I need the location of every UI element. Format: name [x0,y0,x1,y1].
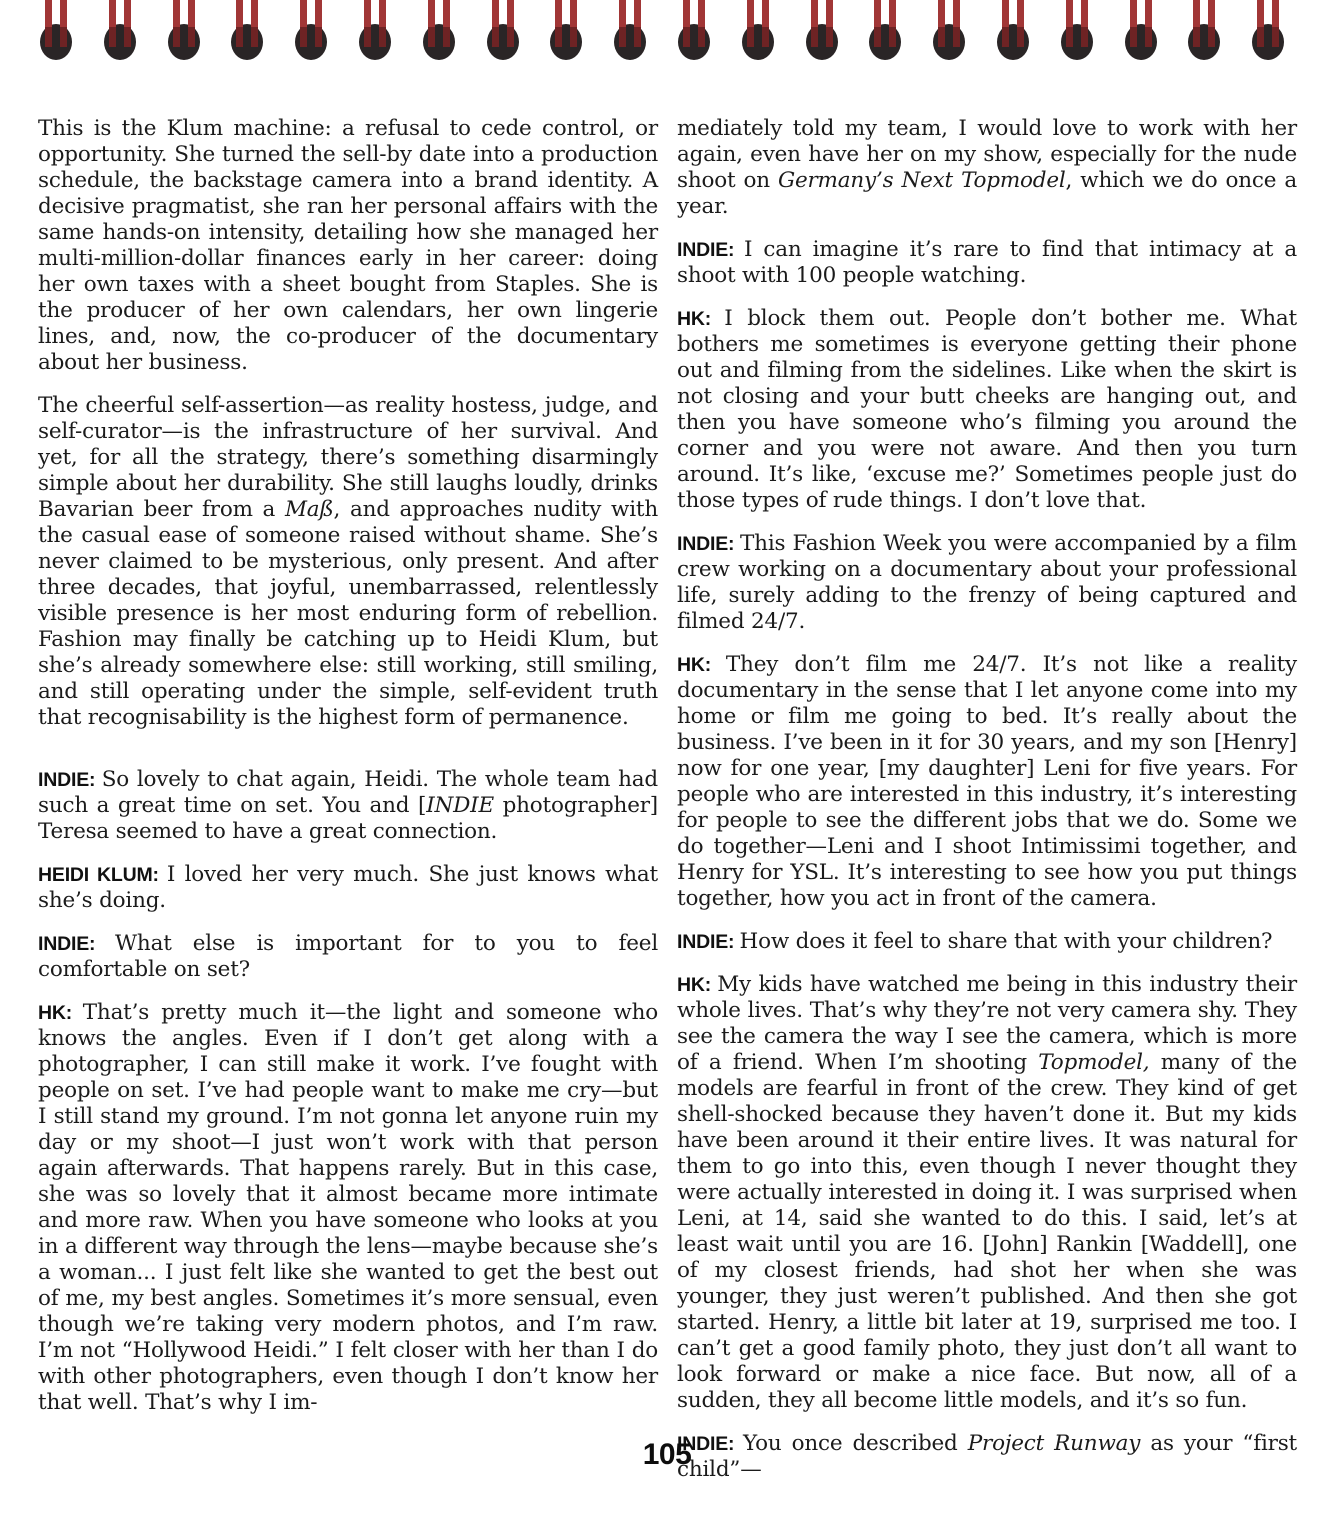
spiral-coil-icon [549,0,583,64]
body-text: How does it feel to share that with your children? [739,929,1273,954]
coil-wire-icon [811,0,818,47]
coil-wire-icon [953,0,960,47]
coil-wire-icon [1017,0,1024,47]
coil-wire-icon [173,0,180,47]
body-text: mediately told my team, I would love to work with her again, even have her on my show, especially for the nude shoot on [677,116,1297,193]
intro-paragraph [38,116,658,376]
spiral-coil-icon [805,0,839,64]
coil-wire-icon [60,0,67,47]
coil-wire-icon [428,0,435,47]
spiral-coil-icon [1124,0,1158,64]
spiral-coil-icon [103,0,137,64]
speaker-label: INDIE: [677,931,740,953]
spiral-coil-icon [1187,0,1221,64]
intro-paragraph [38,393,658,731]
italic-text: Topmodel, [1038,1050,1150,1075]
coil-wire-icon [619,0,626,47]
italic-text: Germany’s Next Topmodel [777,168,1066,193]
coil-wire-icon [1272,0,1279,47]
body-text: as your “first child”— [677,1431,1297,1482]
spiral-coil-icon [294,0,328,64]
body-text: This Fashion Week you were accompanied by a film crew working on a documentary about your professional life, surely adding to the frenzy of being captured and filmed 24/7. [677,531,1297,634]
body-text: I loved her very much. She just knows what she’s doing. [38,862,658,913]
coil-wire-icon [315,0,322,47]
spiral-coil-icon [1251,0,1285,64]
coil-wire-icon [507,0,514,47]
body-text: They don’t film me 24/7. It’s not like a reality documentary in the sense that I let anyone come into my home or film me going to bed. It’s really about the business. I’ve been in it for 30 years, and my son [Henry] now for one year, [my daughter] Leni for five years. For people who are interested in this industry, it’s interesting for people to see the different jobs that we do. Some we do together—Leni and I shoot Intimissimi together, and Henry for YSL. It’s interesting to see how you put things together, how you act in front of the camera. [677,652,1297,911]
body-text: I block them out. People don’t bother me. What bothers me sometimes is everyone getting their phone out and filming from the sidelines. Like when the skirt is not closing and your butt cheeks are hanging out, and then you have someone who’s filming you around the corner and you were not aware. And then you turn around. It’s like, ‘excuse me?’ Sometimes people just do those types of rude things. I don’t love that. [677,306,1297,513]
coil-wire-icon [124,0,131,47]
coil-wire-icon [826,0,833,47]
body-text: What else is important for to you to feel comfortable on set? [38,931,658,982]
body-text: So lovely to chat again, Heidi. The whole team had such a great time on set. You and [ [38,767,658,818]
speaker-label: HEIDI KLUM: [38,864,167,886]
speaker-label: HK: [677,974,718,996]
qa-paragraph [38,931,658,983]
italic-text: Maß [284,497,334,522]
italic-text: INDIE [426,793,494,818]
speaker-label: INDIE: [38,769,102,791]
body-text: This is the Klum machine: a refusal to cede control, or opportunity. She turned the sell-by date into a production schedule, the backstage camera into a brand identity. A decisive pragmatist, she ran her personal affairs with the same hands-on intensity, detailing how she managed her multi-million-dollar finances early in her career: doing her own taxes with a sheet bought from Staples. She is the producer of her own calendars, her own lingerie lines, and, now, the co-producer of the documentary about her business. [38,116,658,375]
coil-wire-icon [188,0,195,47]
spiral-coil-icon [1060,0,1094,64]
body-text: photographer] Teresa seemed to have a great connection. [38,793,658,844]
qa-paragraph [677,652,1297,912]
coil-wire-icon [251,0,258,47]
coil-wire-icon [683,0,690,47]
qa-paragraph [38,1000,658,1416]
body-text: , which we do once a year. [677,168,1297,219]
qa-paragraph [38,862,658,914]
coil-wire-icon [45,0,52,47]
qa-paragraph [677,972,1297,1414]
body-text: You once described [742,1431,968,1456]
coil-wire-icon [379,0,386,47]
qa-paragraph [677,929,1297,955]
coil-wire-icon [889,0,896,47]
spiral-coil-icon [868,0,902,64]
coil-wire-icon [570,0,577,47]
body-text: I can imagine it’s rare to find that intimacy at a shoot with 100 people watching. [677,237,1297,288]
spiral-coil-icon [39,0,73,64]
coil-wire-icon [443,0,450,47]
spiral-binding [0,0,1334,66]
coil-wire-icon [762,0,769,47]
coil-wire-icon [1081,0,1088,47]
spiral-coil-icon [167,0,201,64]
qa-paragraph [677,306,1297,514]
coil-wire-icon [109,0,116,47]
left-column [38,116,658,1433]
coil-wire-icon [1257,0,1264,47]
coil-wire-icon [364,0,371,47]
coil-wire-icon [698,0,705,47]
intro-paragraph [677,116,1297,220]
speaker-label: HK: [677,308,725,330]
coil-wire-icon [1130,0,1137,47]
body-text: , and approaches nudity with the casual ease of someone raised without shame. She’s never claimed to be mysterious, only present. And after three decades, that joyful, unembarrassed, relentlessly visible presence is her most enduring form of rebellion. Fashion may finally be catching up to Heidi Klum, but she’s already somewhere else: still working, still smiling, and still operating under the simple, self-evident truth that recognisability is the highest form of permanence. [38,497,658,730]
spiral-coil-icon [932,0,966,64]
coil-wire-icon [1208,0,1215,47]
body-text: many of the models are fearful in front of the crew. They kind of get shell-shocked because they haven’t done it. But my kids have been around it their entire lives. It was natural for them to go into this, even though I never thought they were actually interested in doing it. I was surprised when Leni, at 14, said she wanted to do this. I said, let’s at least wait until you are 16. [John] Rankin [Waddell], one of my closest friends, had shot her when she was younger, they just weren’t published. And then she got started. Henry, a little bit later at 19, surprised me too. I can’t get a good family photo, they just don’t all want to look forward or make a nice face. But now, all of a sudden, they all become little models, and it’s so fun. [677,1050,1297,1413]
body-text: That’s pretty much it—the light and someone who knows the angles. Even if I don’t get along with a photographer, I can still make it work. I’ve fought with people on set. I’ve had people want to make me cry—but I still stand my ground. I’m not gonna let anyone ruin my day or my shoot—I just won’t work with that person again afterwards. That happens rarely. But in this case, she was so lovely that it almost became more intimate and more raw. When you have someone who looks at you in a different way through the lens—maybe because she’s a woman... I just felt like she wanted to get the best out of me, my best angles. Sometimes it’s more sensual, even though we’re taking very modern photos, and I’m raw. I’m not “Hollywood Heidi.” I felt closer with her than I do with other photographers, even though I don’t know her that well. That’s why I im- [38,1000,658,1415]
spiral-coil-icon [996,0,1030,64]
coil-wire-icon [236,0,243,47]
spiral-coil-icon [230,0,264,64]
body-text: The cheerful self-assertion—as reality hostess, judge, and self-curator—is the infrastructure of her survival. And yet, for all the strategy, there’s something disarmingly simple about her durability. She still laughs loudly, drinks Bavarian beer from a [38,393,658,522]
spiral-coil-icon [741,0,775,64]
speaker-label: INDIE: [677,239,744,261]
qa-paragraph [677,237,1297,289]
page-number: 105 [642,1438,692,1471]
coil-wire-icon [1145,0,1152,47]
body-text: My kids have watched me being in this industry their whole lives. That’s why they’re not very camera shy. They see the camera the way I see the camera, which is more of a friend. When I’m shooting [677,972,1297,1075]
speaker-label: INDIE: [677,533,741,555]
spiral-coil-icon [486,0,520,64]
coil-wire-icon [634,0,641,47]
coil-wire-icon [492,0,499,47]
speaker-label: HK: [38,1002,83,1024]
spiral-coil-icon [358,0,392,64]
coil-wire-icon [1002,0,1009,47]
coil-wire-icon [747,0,754,47]
italic-text: Project Runway [967,1431,1141,1456]
coil-wire-icon [938,0,945,47]
qa-paragraph [38,767,658,845]
qa-paragraph [677,531,1297,635]
right-column [677,116,1297,1500]
coil-wire-icon [300,0,307,47]
speaker-label: HK: [677,654,726,676]
coil-wire-icon [1193,0,1200,47]
speaker-label: INDIE: [677,1433,743,1455]
speaker-label: INDIE: [38,933,116,955]
spiral-coil-icon [677,0,711,64]
coil-wire-icon [555,0,562,47]
spiral-coil-icon [613,0,647,64]
coil-wire-icon [1066,0,1073,47]
spiral-coil-icon [422,0,456,64]
coil-wire-icon [874,0,881,47]
